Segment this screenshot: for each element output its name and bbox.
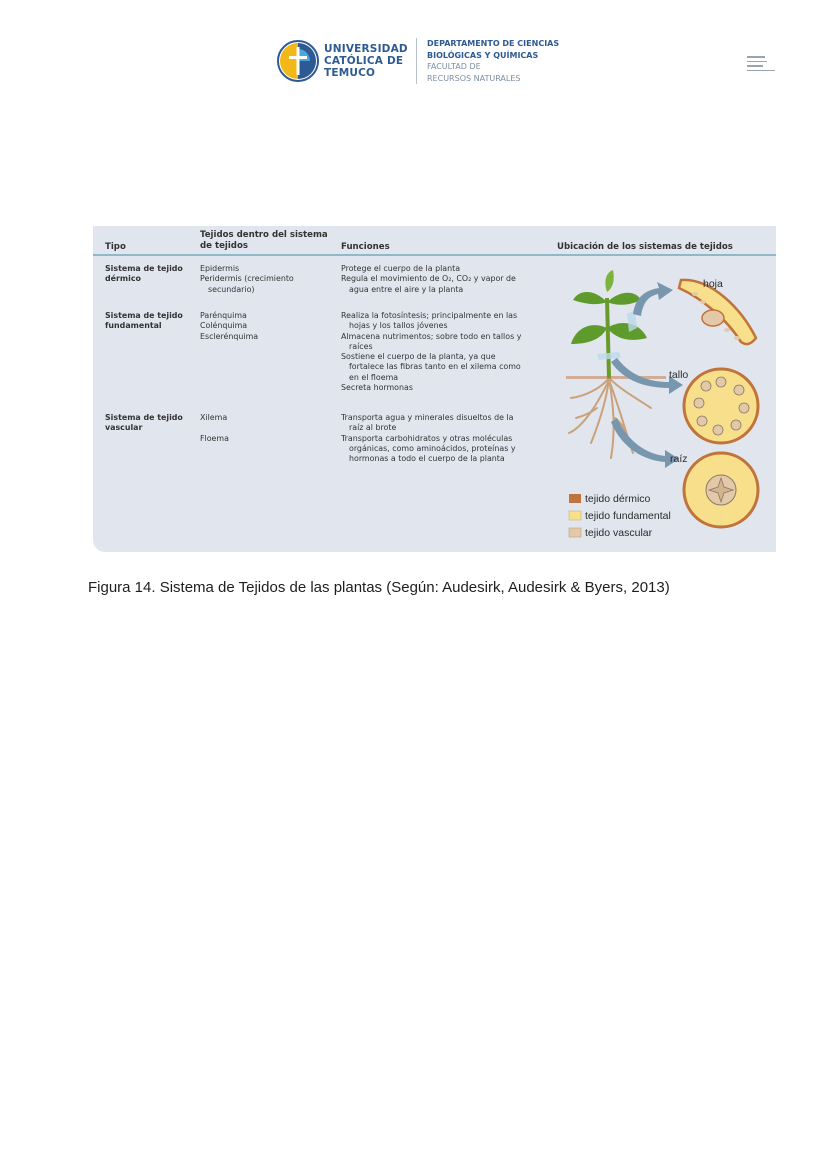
row-fundamental-tejidos: Parénquima Colénquima Esclerénquima bbox=[200, 311, 259, 341]
label-raiz: raíz bbox=[670, 453, 688, 465]
header-divider bbox=[416, 38, 417, 84]
header-funciones: Funciones bbox=[341, 242, 390, 252]
label-hoja: hoja bbox=[703, 278, 723, 290]
header-tejidos: Tejidos dentro del sistema de tejidos bbox=[200, 230, 328, 251]
label-tallo: tallo bbox=[669, 369, 689, 381]
university-name: UNIVERSIDAD CATÓLICA DE TEMUCO bbox=[324, 43, 408, 79]
root-cross-section-icon bbox=[684, 453, 758, 527]
university-logo-icon bbox=[276, 39, 320, 83]
tissue-systems-figure bbox=[93, 226, 776, 552]
row-dermico-funciones: Protege el cuerpo de la planta Regula el movimiento de O₂, CO₂ y vapor de agua entre el aire y la planta bbox=[341, 264, 516, 294]
row-vascular-tejidos: Xilema Floema bbox=[200, 413, 229, 443]
legend-item-fundamental: tejido fundamental bbox=[585, 510, 671, 522]
header-rule bbox=[93, 254, 776, 256]
stem-cross-section-icon bbox=[684, 369, 758, 443]
legend-swatch-vascular bbox=[569, 528, 581, 537]
row-fundamental-tipo: Sistema de tejido fundamental bbox=[105, 311, 183, 331]
header-ubicacion: Ubicación de los sistemas de tejidos bbox=[557, 242, 733, 252]
legend-swatch-dermico bbox=[569, 494, 581, 503]
menu-icon[interactable] bbox=[747, 56, 775, 72]
plant-tissue-illustration bbox=[561, 258, 776, 552]
row-dermico-tipo: Sistema de tejido dérmico bbox=[105, 264, 183, 284]
stem-icon bbox=[607, 298, 609, 378]
page-header bbox=[276, 34, 559, 88]
legend-swatch-fundamental bbox=[569, 511, 581, 520]
figure-caption: Figura 14. Sistema de Tejidos de las plantas (Según: Audesirk, Audesirk & Byers, 2013) bbox=[88, 579, 670, 596]
row-fundamental-funciones: Realiza la fotosíntesis; principalmente en las hojas y los tallos jóvenes Almacena nutrimentos; sobre todo en tallos y raíces Sostiene el cuerpo de la planta, ya que fortalece las fibras tanto en el xilema como en el floema Secreta hormonas bbox=[341, 311, 522, 393]
row-vascular-tipo: Sistema de tejido vascular bbox=[105, 413, 183, 433]
row-dermico-tejidos: Epidermis Peridermis (crecimiento secundario) bbox=[200, 264, 294, 294]
legend-item-vascular: tejido vascular bbox=[585, 527, 653, 539]
department-name: DEPARTAMENTO DE CIENCIAS BIOLÓGICAS Y QUÍMICAS FACULTAD DE RECURSOS NATURALES bbox=[427, 39, 560, 83]
legend-item-dermico: tejido dérmico bbox=[585, 493, 651, 505]
header-tipo: Tipo bbox=[105, 242, 126, 252]
row-vascular-funciones: Transporta agua y minerales disueltos de la raíz al brote Transporta carbohidratos y otras moléculas orgánicas, como aminoácidos, proteínas y hormonas a todo el cuerpo de la planta bbox=[341, 413, 516, 464]
